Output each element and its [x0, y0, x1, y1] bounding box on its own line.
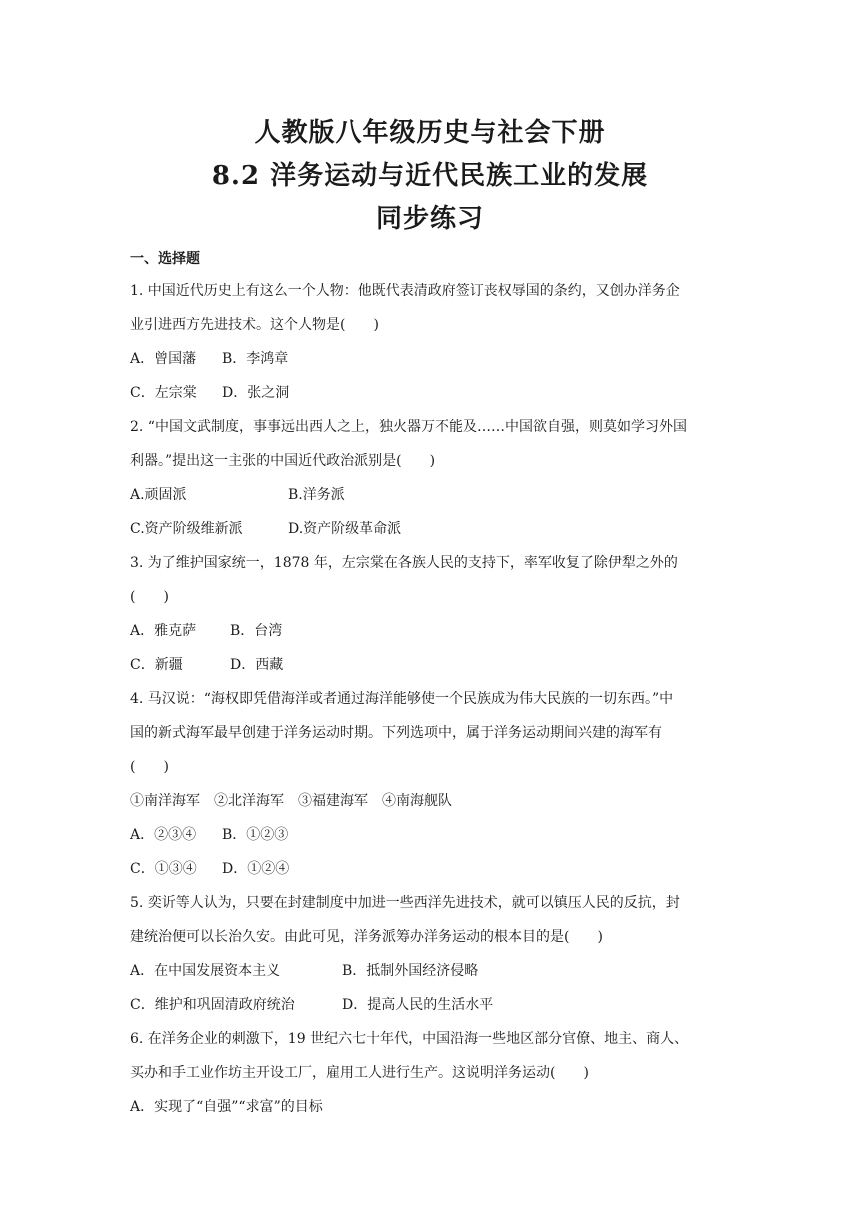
question-5-options-row1	[130, 961, 730, 995]
question-6-stem-line2: 买办和手工业作坊主开设工厂，雇用工人进行生产。这说明洋务运动( )	[130, 1065, 589, 1081]
question-2-options-row1	[130, 485, 730, 519]
option-a: A．在中国发展资本主义	[130, 963, 281, 979]
option-d: D．①②④	[222, 861, 290, 877]
question-3-options-row1	[130, 621, 730, 655]
option-c: C．维护和巩固清政府统治	[130, 997, 295, 1013]
question-4-items: ①南洋海军 ②北洋海军 ③福建海军 ④南海舰队	[130, 793, 452, 809]
question-5-options-row2	[130, 995, 730, 1029]
question-3-stem-line1: 3. 为了维护国家统一，1878 年，左宗棠在各族人民的支持下，率军收复了除伊犁之外的	[130, 555, 678, 571]
option-d: D．张之洞	[222, 385, 290, 401]
option-b: B．李鸿章	[222, 351, 289, 367]
option-c: C．左宗棠	[130, 385, 197, 401]
question-4-stem-line2: 国的新式海军最早创建于洋务运动时期。下列选项中，属于洋务运动期间兴建的海军有	[130, 725, 662, 741]
option-d: D．西藏	[230, 657, 284, 673]
option-a: A.顽固派	[130, 487, 187, 503]
question-4-stem-line3: ( )	[130, 759, 169, 775]
option-b: B．台湾	[230, 623, 283, 639]
option-b: B.洋务派	[288, 487, 345, 503]
question-6-option-a: A．实现了“自强”“求富”的目标	[130, 1099, 323, 1115]
question-6-stem-line1: 6. 在洋务企业的刺激下，19 世纪六七十年代，中国沿海一些地区部分官僚、地主、商人、	[130, 1031, 689, 1047]
question-3-stem-line2: ( )	[130, 589, 169, 605]
option-b: B．①②③	[222, 827, 289, 843]
question-4-options-row2	[130, 859, 730, 893]
option-b: B．抵制外国经济侵略	[342, 963, 479, 979]
option-c: C.资产阶级维新派	[130, 521, 243, 537]
option-a: A．雅克萨	[130, 623, 197, 639]
exercise-title: 同步练习	[375, 204, 484, 234]
question-4-options-row1	[130, 825, 730, 859]
document-title: 人教版八年级历史与社会下册	[254, 118, 606, 148]
section-heading: 一、选择题	[130, 251, 200, 267]
question-3-options-row2	[130, 655, 730, 689]
question-4-stem-line1: 4. 马汉说：“海权即凭借海洋或者通过海洋能够使一个民族成为伟大民族的一切东西。”中	[130, 691, 674, 707]
question-1-options-row1	[130, 349, 730, 383]
question-1-stem-line2: 业引进西方先进技术。这个人物是( )	[130, 317, 379, 333]
question-5-stem-line2: 建统治便可以长治久安。由此可见，洋务派筹办洋务运动的根本目的是( )	[130, 929, 603, 945]
question-2-options-row2	[130, 519, 730, 553]
option-d: D．提高人民的生活水平	[342, 997, 494, 1013]
question-2-stem-line1: 2. “中国文武制度，事事远出西人之上，独火器万不能及……中国欲自强，则莫如学习外国	[130, 419, 687, 435]
option-d: D.资产阶级革命派	[288, 521, 402, 537]
question-list	[130, 281, 730, 1131]
question-1-options-row2	[130, 383, 730, 417]
option-a: A．曾国藩	[130, 351, 197, 367]
option-c: C．新疆	[130, 657, 183, 673]
question-1-stem-line1: 1. 中国近代历史上有这么一个人物：他既代表清政府签订丧权辱国的条约，又创办洋务企	[130, 283, 680, 299]
option-c: C．①③④	[130, 861, 197, 877]
lesson-title: 8.2 洋务运动与近代民族工业的发展	[211, 161, 649, 191]
question-2-stem-line2: 利器。”提出这一主张的中国近代政治派别是( )	[130, 453, 436, 469]
question-5-stem-line1: 5. 奕䜣等人认为，只要在封建制度中加进一些西洋先进技术，就可以镇压人民的反抗，封	[130, 895, 680, 911]
option-a: A．②③④	[130, 827, 197, 843]
